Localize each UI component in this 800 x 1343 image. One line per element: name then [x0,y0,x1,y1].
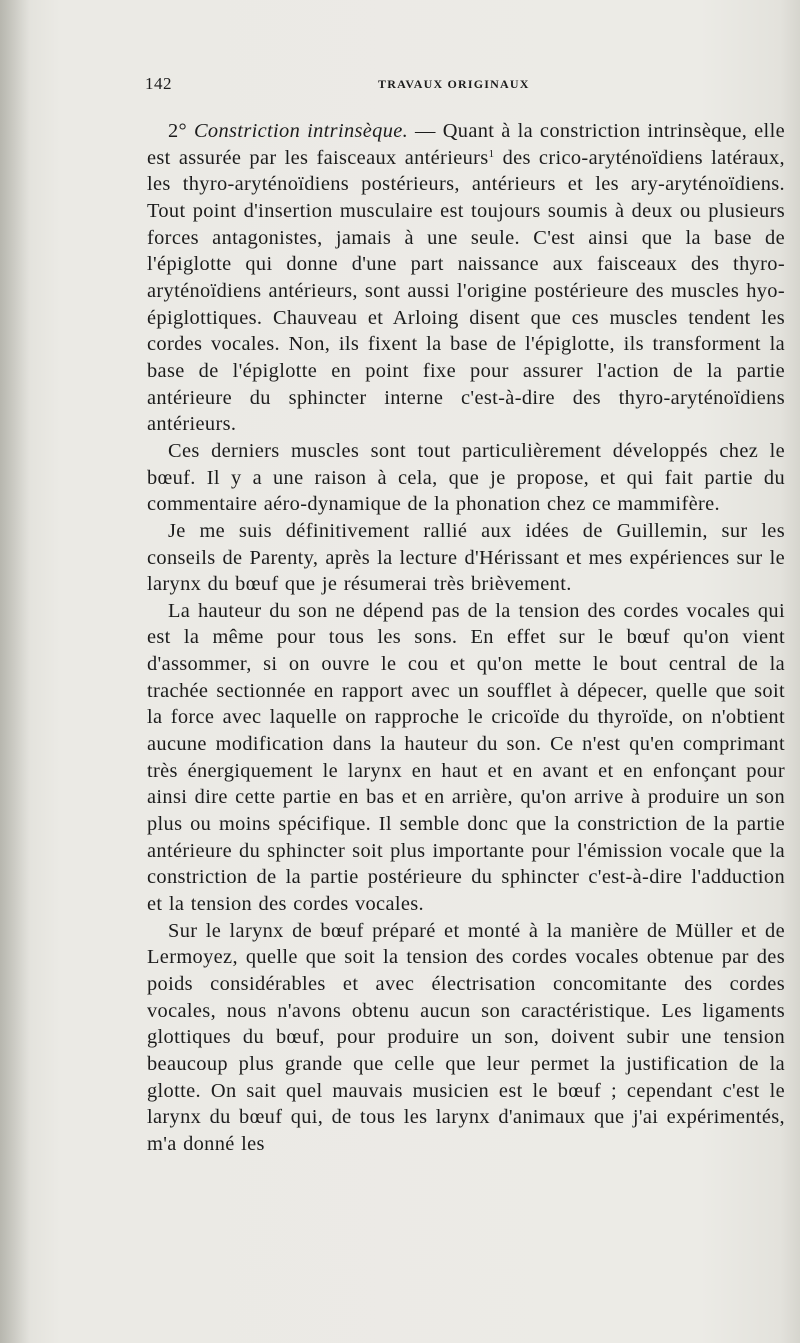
paragraph: Ces derniers muscles sont tout particulièrement développés chez le bœuf. Il y a une raison à cela, que je propose, et qui fait partie du commentaire aéro-dynamique de la phonation chez ce mammifère. [147,439,785,516]
paragraph [147,118,785,438]
page-header [0,74,800,98]
paragraph-text: des crico-aryténoïdiens latéraux, les thyro-aryténoïdiens postérieurs, antérieurs et les ary-aryténoïdiens. Tout point d'insertion musculaire est toujours soumis à deux ou plusieurs forces antagonistes, jamais à une seule. C'est ainsi que la base de l'épiglotte qui donne d'une part naissance aux faisceaux des thyro-aryténoïdiens antérieurs, sont aussi l'origine postérieure des muscles hyo-épiglottiques. Chauveau et Arloing disent que ces muscles tendent les cordes vocales. Non, ils fixent la base de l'épiglotte, ils transforment la base de l'épiglotte en point fixe pour assurer l'action de la partie antérieure du sphincter interne c'est-à-dire des thyro-aryténoïdiens antérieurs. [147,146,786,436]
paragraph: Je me suis définitivement rallié aux idées de Guillemin, sur les conseils de Parenty, après la lecture d'Hérissant et mes expériences sur le larynx du bœuf que je résumerai très brièvement. [147,519,785,596]
page-fold-shadow [0,0,30,1343]
running-title: TRAVAUX ORIGINAUX [378,77,530,91]
body-text [147,118,785,1158]
section-heading: Constriction intrinsèque. [193,120,409,142]
paragraph: La hauteur du son ne dépend pas de la tension des cordes vocales qui est la même pour tous les sons. En effet sur le bœuf qu'on vient d'assommer, si on ouvre le cou et qu'on mette le bout central de la trachée sectionnée en rapport avec un soufflet à dépecer, quelle que soit la force avec laquelle on rapproche le cricoïde du thyroïde, on n'obtient aucune modification dans la hauteur du son. Ce n'est qu'en comprimant très énergiquement le larynx en haut et en avant et en enfonçant pour ainsi dire cette partie en bas et en arrière, qu'on arrive à produire un son plus ou moins spécifique. Il semble donc que la constriction de la partie antérieure du sphincter soit plus importante pour l'émission vocale que la constriction de la partie postérieure du sphincter c'est-à-dire l'adduction et la tension des cordes vocales. [147,599,785,916]
page-number: 142 [145,74,172,93]
section-number: 2° [168,120,194,142]
paragraph-text: — Quant à la constriction intrinsèque, elle est assurée par les faisceaux antérieurs [147,120,785,169]
footnote-marker: 1 [488,147,495,160]
paragraph: Sur le larynx de bœuf préparé et monté à la manière de Müller et de Lermoyez, quelle que soit la tension des cordes vocales obtenue par des poids considérables et avec électrisation concomitante des cordes vocales, nous n'avons obtenu aucun son caractéristique. Les ligaments glottiques du bœuf, pour produire un son, doivent subir une tension beaucoup plus grande que celle que leur permet la justification de la glotte. On sait quel mauvais musicien est le bœuf ; cependant c'est le larynx du bœuf qui, de tous les larynx d'animaux que j'ai expérimentés, m'a donné les [147,919,785,1155]
